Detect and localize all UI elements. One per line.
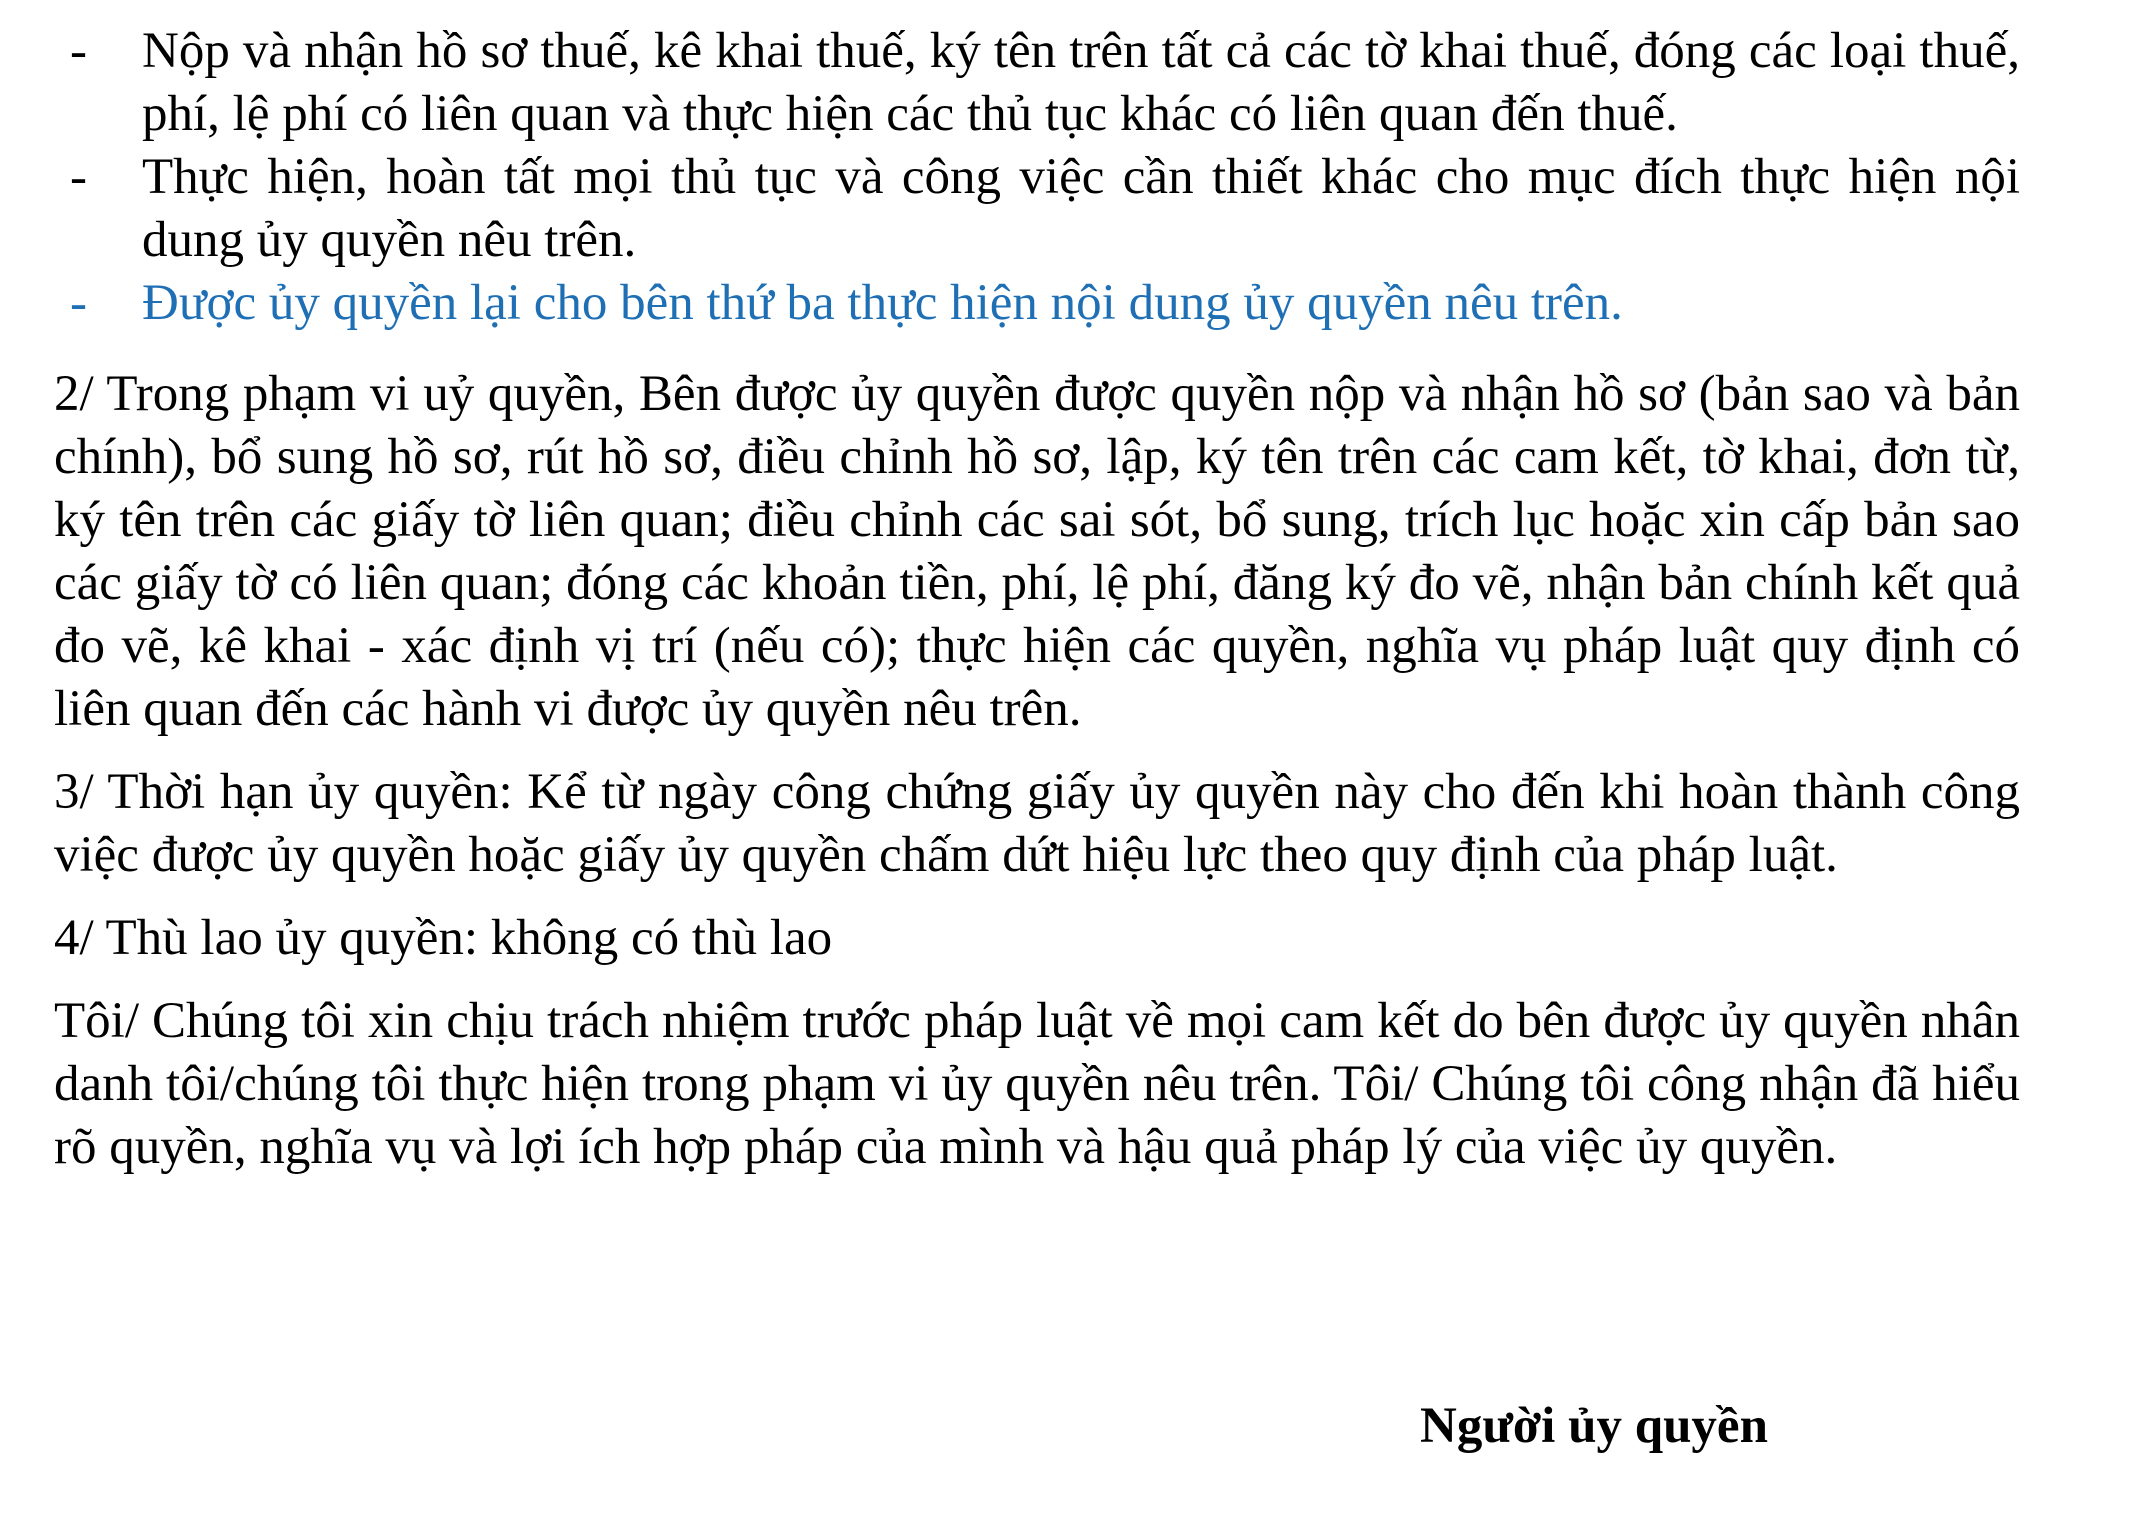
document-body <box>54 20 2020 1179</box>
bullet-tax-filing <box>54 20 2020 146</box>
section-scope: 2/ Trong phạm vi uỷ quyền, Bên được ủy quyền được quyền nộp và nhận hồ sơ (bản sao và bản chính), bổ sung hồ sơ, rút hồ sơ, điều chỉnh hồ sơ, lập, ký tên trên các cam kết, tờ khai, đơn từ, ký tên trên các giấy tờ liên quan; điều chỉnh các sai sót, bổ sung, trích lục hoặc xin cấp bản sao các giấy tờ có liên quan; đóng các khoản tiền, phí, lệ phí, đăng ký đo vẽ, nhận bản chính kết quả đo vẽ, kê khai - xác định vị trí (nếu có); thực hiện các quyền, nghĩa vụ pháp luật quy định có liên quan đến các hành vi được ủy quyền nêu trên. <box>54 366 2020 737</box>
bullet-dash: - <box>70 23 87 79</box>
bullet-dash: - <box>70 275 87 331</box>
bullet-dash: - <box>70 149 87 205</box>
section-commitment: Tôi/ Chúng tôi xin chịu trách nhiệm trước pháp luật về mọi cam kết do bên được ủy quyền nhân danh tôi/chúng tôi thực hiện trong phạm vi ủy quyền nêu trên. Tôi/ Chúng tôi công nhận đã hiểu rõ quyền, nghĩa vụ và lợi ích hợp pháp của mình và hậu quả pháp lý của việc ủy quyền. <box>54 993 2020 1175</box>
bullet-text: Nộp và nhận hồ sơ thuế, kê khai thuế, ký tên trên tất cả các tờ khai thuế, đóng các loại thuế, phí, lệ phí có liên quan và thực hiện các thủ tục khác có liên quan đến thuế. <box>142 23 2020 142</box>
signature-label: Người ủy quyền <box>1420 1398 1768 1454</box>
bullet-text: Thực hiện, hoàn tất mọi thủ tục và công việc cần thiết khác cho mục đích thực hiện nội dung ủy quyền nêu trên. <box>142 149 2020 268</box>
section-fee: 4/ Thù lao ủy quyền: không có thù lao <box>54 910 833 966</box>
section-term: 3/ Thời hạn ủy quyền: Kể từ ngày công chứng giấy ủy quyền này cho đến khi hoàn thành công việc được ủy quyền hoặc giấy ủy quyền chấm dứt hiệu lực theo quy định của pháp luật. <box>54 764 2020 883</box>
bullet-sub-delegation <box>54 272 2020 335</box>
bullet-complete-procedures <box>54 146 2020 272</box>
bullet-text: Được ủy quyền lại cho bên thứ ba thực hiện nội dung ủy quyền nêu trên. <box>142 275 1623 331</box>
